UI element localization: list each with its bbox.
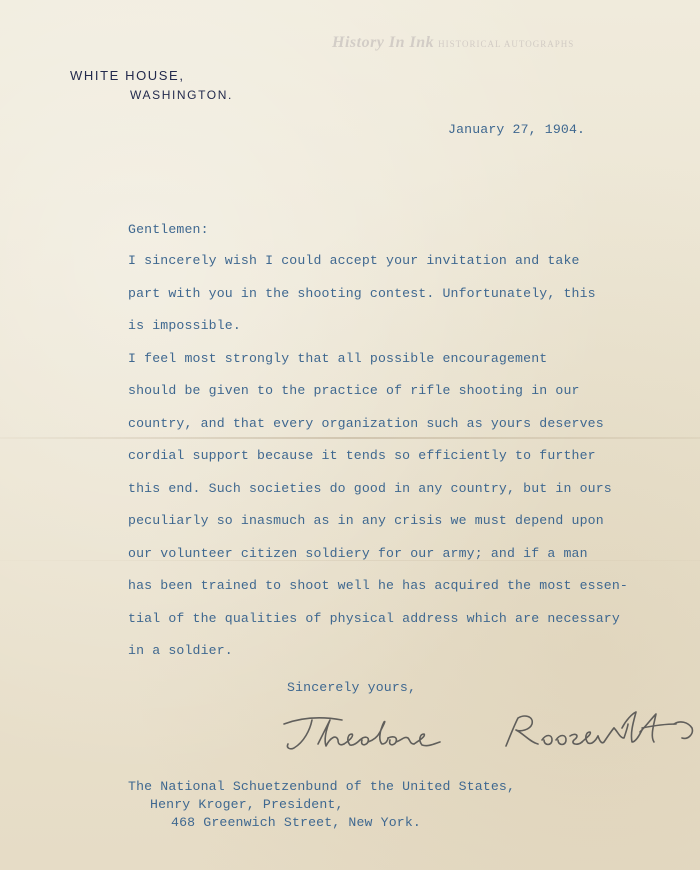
body-line: I feel most strongly that all possible encouragement [128,351,548,366]
body-line: I sincerely wish I could accept your invitation and take [128,253,580,268]
closing: Sincerely yours, [287,680,417,695]
body-line: country, and that every organization such as yours deserves [128,416,604,431]
recipient-address-line: The National Schuetzenbund of the United States, [128,779,516,794]
letter-date: January 27, 1904. [448,122,586,137]
paper-fold-crease [0,437,700,439]
body-line: in a soldier. [128,643,233,658]
body-line: should be given to the practice of rifle shooting in our [128,383,580,398]
body-line: peculiarly so inasmuch as in any crisis we must depend upon [128,513,604,528]
salutation: Gentlemen: [128,222,209,237]
svg-text:Theodore Roosevelt: Theodore Roosevelt [440,740,449,741]
body-line: part with you in the shooting contest. Unfortunately, this [128,286,596,301]
dealer-watermark [332,34,574,52]
body-line: tial of the qualities of physical address which are necessary [128,611,620,626]
roosevelt-signature [280,710,700,758]
recipient-address-line: 468 Greenwich Street, New York. [171,815,421,830]
letterhead-line-2: WASHINGTON. [130,88,233,102]
body-line: this end. Such societies do good in any country, but in ours [128,481,612,496]
watermark-main-text: History In Ink [332,34,435,51]
watermark-sub-text: HISTORICAL AUTOGRAPHS [438,39,575,49]
body-line: has been trained to shoot well he has acquired the most essen- [128,578,628,593]
recipient-address-line: Henry Kroger, President, [150,797,344,812]
letterhead-line-1: WHITE HOUSE, [70,68,185,83]
body-line: cordial support because it tends so efficiently to further [128,448,596,463]
body-line: is impossible. [128,318,241,333]
body-line: our volunteer citizen soldiery for our army; and if a man [128,546,588,561]
